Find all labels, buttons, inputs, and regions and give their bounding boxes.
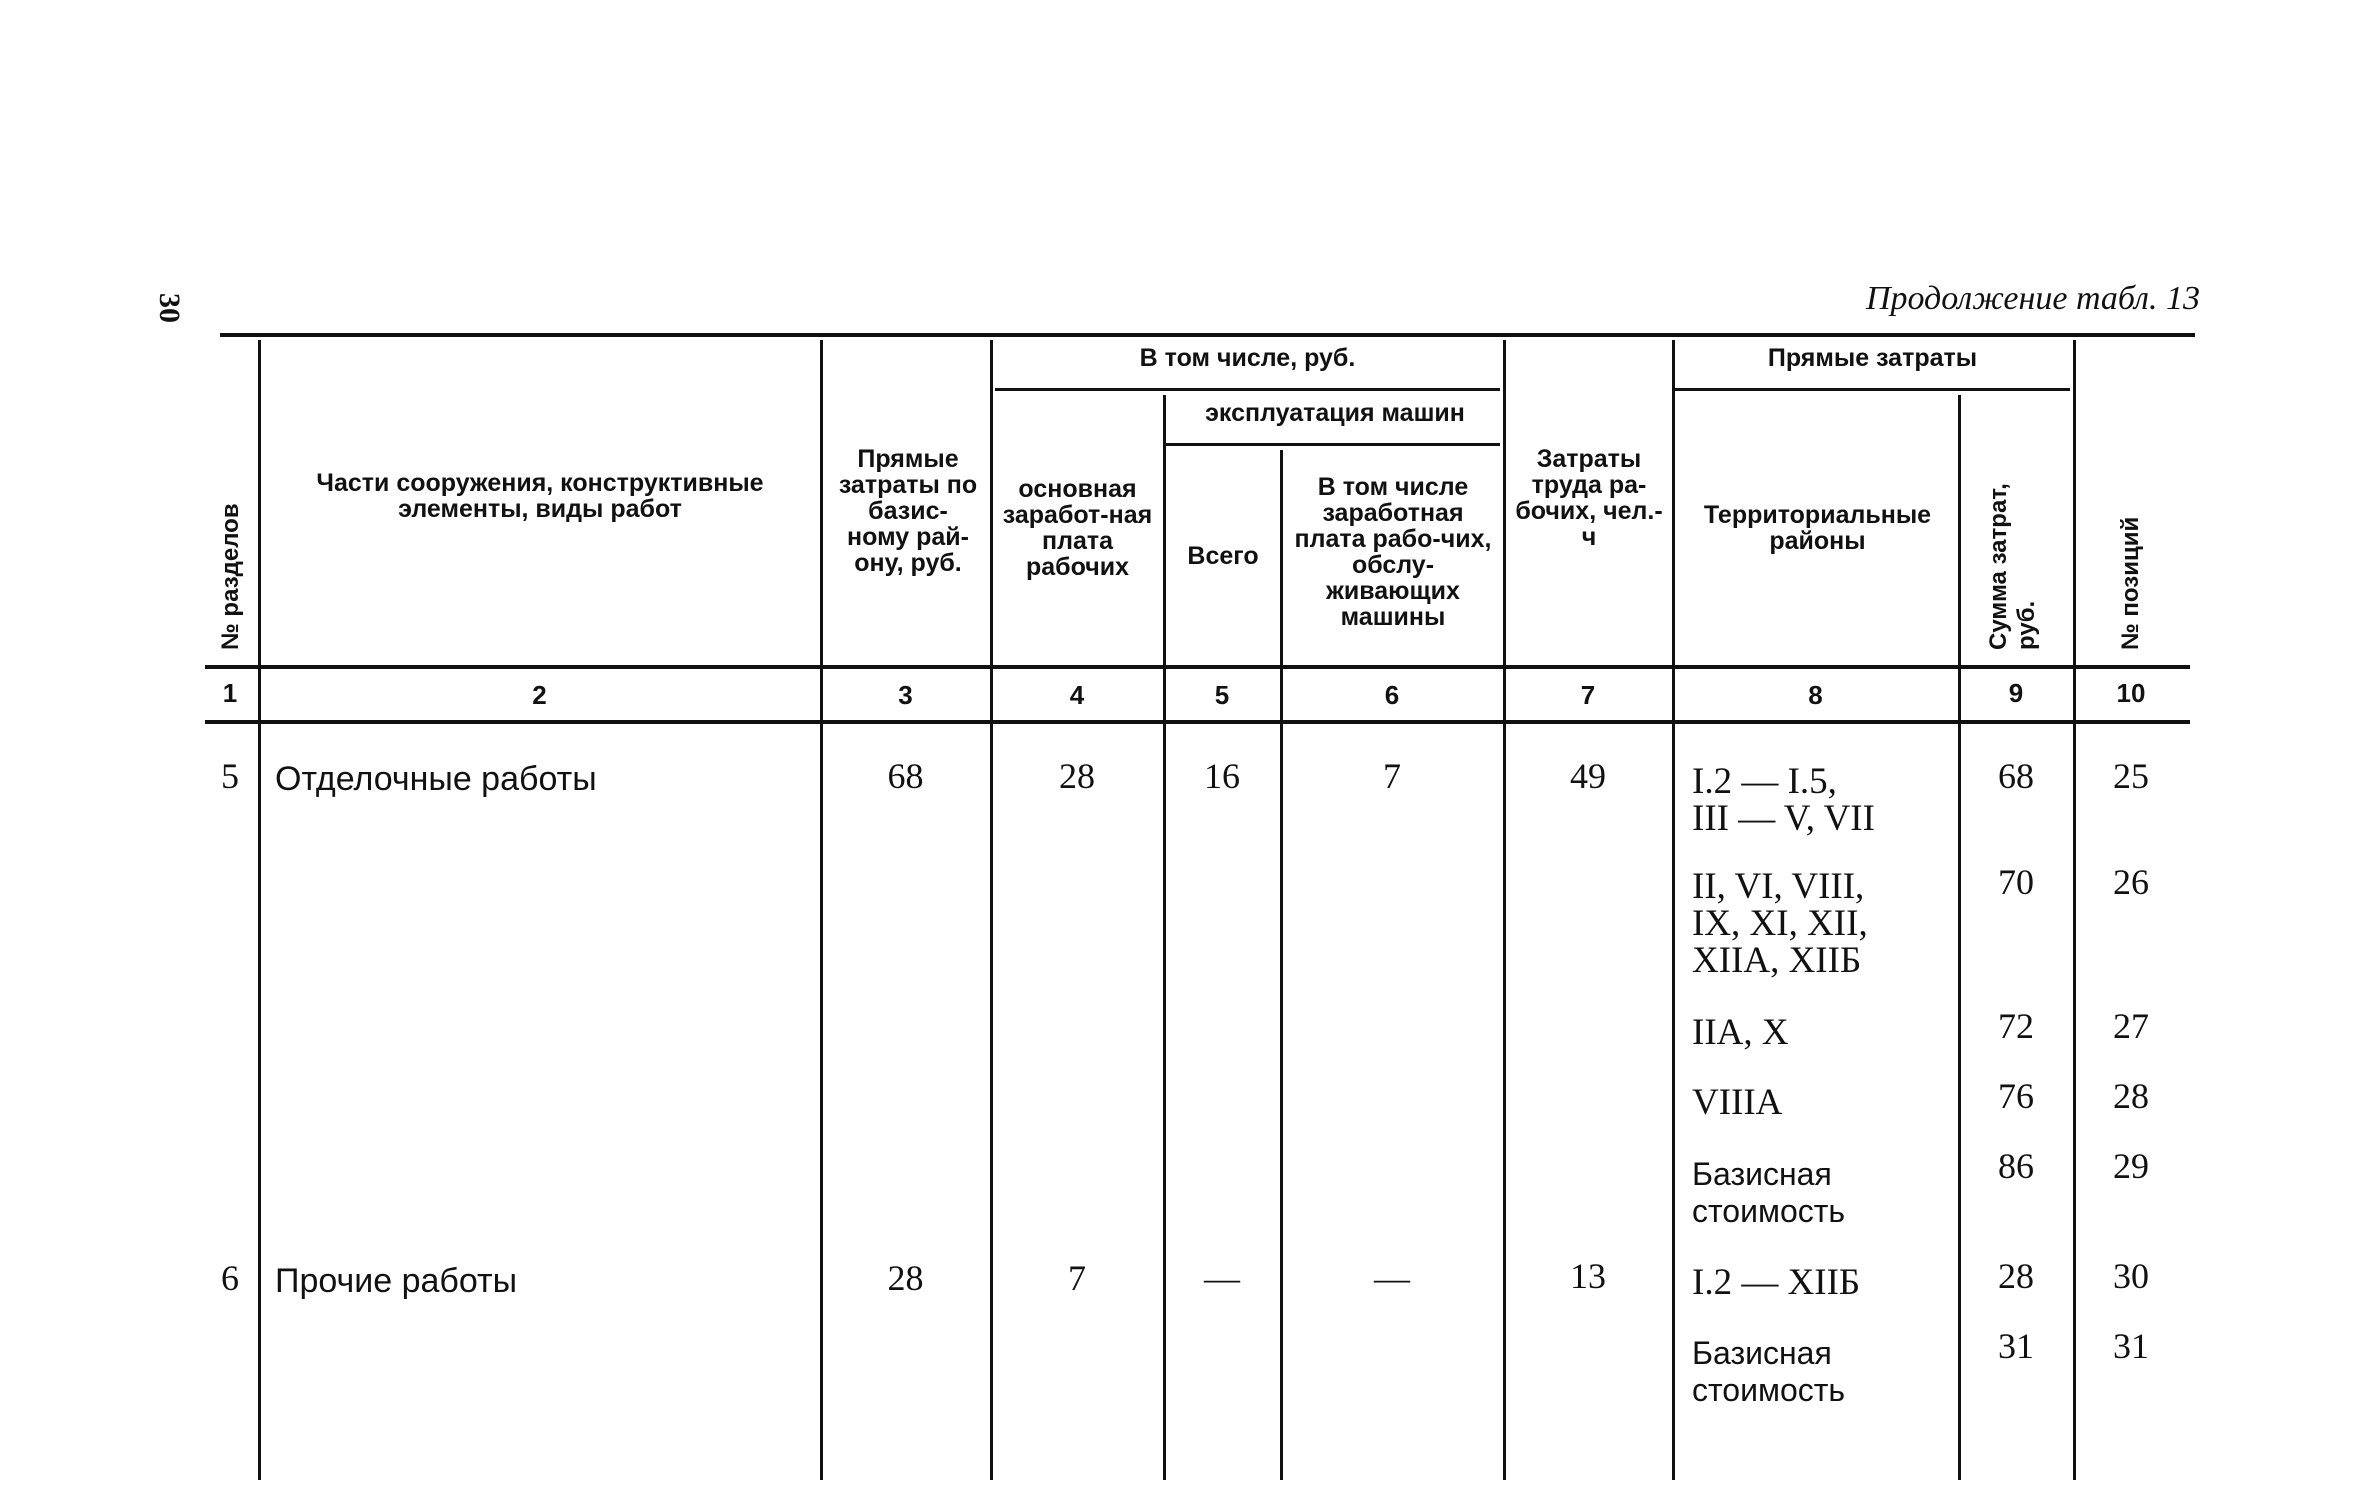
position-number: 25 — [2113, 756, 2149, 796]
cost-sum: 72 — [1998, 1006, 2034, 1046]
group-including-rule — [995, 388, 1500, 391]
header-structure-parts: Части сооружения, конструктивные элементы, виды работ — [316, 469, 764, 523]
cost-sum: 86 — [1998, 1146, 2034, 1186]
direct-costs-base: 28 — [887, 1258, 924, 1298]
column-number: 6 — [1384, 680, 1400, 710]
labor-costs: 13 — [1570, 1256, 1606, 1296]
header-machine-operator-wages: В том числе заработная плата рабо-чих, обслу-живающих машины — [1294, 473, 1492, 631]
column-number: 9 — [2008, 678, 2024, 708]
territorial-region: Базисная стоимость — [1692, 1156, 1846, 1229]
col-divider-3 — [990, 340, 993, 1480]
table-top-rule — [220, 333, 2195, 337]
page-number: 30 — [153, 293, 186, 323]
position-number: 27 — [2113, 1006, 2149, 1046]
column-number: 2 — [532, 680, 547, 710]
header-direct-costs-base: Прямые затраты по базис-ному рай-ону, руб. — [838, 445, 978, 577]
cost-sum: 28 — [1998, 1256, 2034, 1296]
territorial-region: I.2 — XIIБ — [1692, 1262, 1861, 1303]
machine-operator-wages: 7 — [1383, 756, 1401, 796]
base-wages: 28 — [1059, 756, 1095, 796]
header-position-number: № позиций — [2117, 516, 2144, 650]
work-type: Отделочные работы — [275, 760, 597, 798]
territorial-region: I.2 — I.5, III — V, VII — [1692, 761, 1875, 839]
header-group-machines: эксплуатация машин — [1205, 399, 1465, 427]
machines-total: 16 — [1204, 756, 1240, 796]
header-section-number: № разделов — [217, 503, 244, 650]
direct-costs-base: 68 — [887, 756, 924, 796]
table-continuation-title: Продолжение табл. 13 — [1865, 280, 2200, 317]
column-number: 10 — [2116, 678, 2146, 708]
territorial-region: IIА, X — [1692, 1012, 1789, 1053]
position-number: 28 — [2113, 1076, 2149, 1116]
cost-sum: 70 — [1998, 862, 2034, 902]
header-bottom-rule — [205, 665, 2190, 669]
position-number: 30 — [2113, 1256, 2149, 1296]
col-divider-7 — [1672, 340, 1675, 1480]
column-number: 1 — [222, 678, 238, 708]
header-machines-total: Всего — [1187, 542, 1259, 570]
header-territorial-regions: Территориальные районы — [1703, 501, 1932, 555]
section-number: 6 — [221, 1258, 239, 1298]
section-number: 5 — [221, 756, 239, 796]
base-wages: 7 — [1068, 1258, 1086, 1298]
machine-operator-wages: — — [1374, 1258, 1410, 1298]
group-direct-rule — [1675, 388, 2070, 391]
column-number: 8 — [1808, 680, 1823, 710]
territorial-region: VIIIА — [1692, 1082, 1783, 1123]
col-divider-9 — [2073, 340, 2076, 1480]
column-number: 4 — [1069, 680, 1085, 710]
col-divider-1 — [258, 340, 261, 1480]
cost-sum: 76 — [1998, 1076, 2034, 1116]
col-divider-5 — [1280, 450, 1283, 1480]
territorial-region: Базисная стоимость — [1692, 1335, 1846, 1408]
header-cost-sum: Сумма затрат, руб. — [1985, 483, 2040, 650]
number-row-bottom-rule — [205, 720, 2190, 724]
cost-sum: 68 — [1998, 756, 2034, 796]
labor-costs: 49 — [1570, 756, 1606, 796]
header-labor-costs: Затраты труда ра-бочих, чел.-ч — [1515, 445, 1663, 551]
group-machines-rule — [1165, 443, 1500, 446]
work-type: Прочие работы — [275, 1262, 518, 1300]
column-number: 5 — [1214, 680, 1230, 710]
col-divider-8 — [1958, 395, 1961, 1480]
position-number: 29 — [2113, 1146, 2149, 1186]
position-number: 26 — [2113, 862, 2149, 902]
col-divider-2 — [820, 340, 823, 1480]
header-group-including: В том числе, руб. — [1139, 344, 1356, 372]
cost-sum: 31 — [1998, 1326, 2034, 1366]
col-divider-4 — [1163, 395, 1166, 1480]
machines-total: — — [1204, 1258, 1240, 1298]
col-divider-6 — [1503, 340, 1506, 1480]
column-number: 3 — [898, 680, 913, 710]
header-group-direct-costs: Прямые затраты — [1767, 344, 1978, 372]
header-base-wages: основная заработ-ная плата рабочих — [1002, 475, 1153, 581]
territorial-region: II, VI, VIII, IX, XI, XII, XIIА, XIIБ — [1692, 866, 1868, 981]
column-number: 7 — [1580, 680, 1596, 710]
position-number: 31 — [2113, 1326, 2149, 1366]
